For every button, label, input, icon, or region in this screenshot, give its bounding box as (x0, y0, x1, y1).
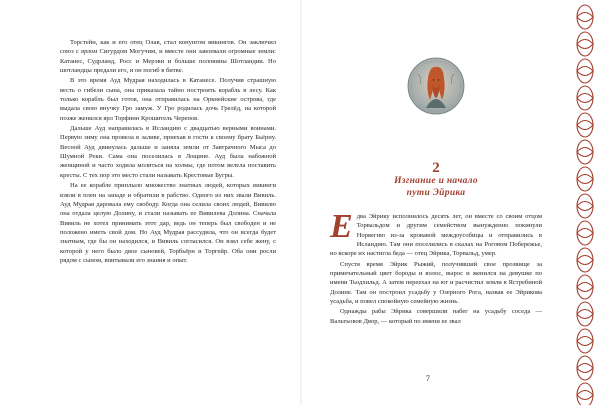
chain-knot (577, 13, 593, 22)
paragraph: Торстейн, как и его отец Олав, стал конунгом викингов. Он заключил союз с ярлом Сигурдом Могучим, и вместе они завоевали огромные земли: Катанес, Судрланд, Росс и Мерэви и больше половины Шотландии. Но шотландцы предали его, и он погиб в битве. (60, 39, 276, 75)
chain-link (577, 167, 593, 191)
chain-knot (577, 121, 593, 130)
chain-link (577, 302, 593, 326)
chain-link (577, 383, 593, 405)
chain-knot (577, 229, 593, 238)
chapter-number: 2 (432, 160, 440, 176)
chain-knot (577, 40, 593, 49)
chapter-title-line1: Изгнание и начало (394, 176, 478, 186)
chain-knot (577, 283, 593, 292)
paragraph: Дальше Ауд направилась в Исландию с двадцатью верными воинами. Первую зиму она провела в заливе, приехав в гости к своему брату Бьёрну. Весной Ауд двинулась дальше и заняла земли от Завтрачного Мыса до Шумной Реки. Сама она поселилась в Лощине. Ауд была набожной женщиной и часто ходила молиться на холмы, где потом велела поставить кресты. С тех пор это место стали называть Крестовые Бугры. (60, 125, 276, 179)
chain-knot (577, 337, 593, 346)
paragraph: Едва Эйрику исполнилось десять лет, он вместе со своим отцом Торвальдом и другим семейством вынужденно покинули Норвегию из-за кровавой междоусобицы и отправились в Исландию. Там они поселились в скалах на Роговом Побережье, но вскоре их настигла беда — отец Эйрика, Торвальд, умер. (330, 208, 542, 258)
chapter-illustration-medallion (406, 56, 466, 116)
chapter-title (352, 176, 520, 199)
chain-link (577, 248, 593, 272)
chain-knot (577, 67, 593, 76)
paragraph: Спустя время Эйрик Рыжий, получивший свое прозвище за примечательный цвет бороды и волос, вырос и женился на девушке по имени Тьодхильд. А затем переехал на юг и расчистил земли в Ястребиной Долине. Там он построил усадьбу у Озерного Рога, назвав ее Эйрикова усадьба, и повел спокойную семейную жизнь. (330, 260, 542, 306)
chain-knot (577, 94, 593, 103)
chain-link (577, 194, 593, 218)
chain-link (577, 140, 593, 164)
left-page (0, 0, 302, 405)
chain-knot (577, 256, 593, 265)
chain-knot (577, 202, 593, 211)
chain-knot (577, 391, 593, 400)
italic-term: ярлом (81, 48, 98, 56)
left-page-text (60, 38, 276, 266)
chain-link (577, 32, 593, 56)
chain-knot (577, 310, 593, 319)
chain-link (577, 113, 593, 137)
chain-knot (577, 364, 593, 373)
chain-link (577, 221, 593, 245)
paragraph: На ее корабле приплыло множество знатных людей, которых викинги взяли в плен на западе и обратили в рабство. Одного из них звали Вивиль. Ауд Мудрая даровала ему свободу. Когда она селила своих людей, Вивилю она отдала целую Долину, и стали называть ее Вивилева Долина. Сначала Вивиль не хотел принимать этот дар, ведь он теперь был свободен и не положено иметь свой дом. Но Ауд Мудрая рассудила, что он всегда будет знатным, где бы он находился, и Вивиль согласился. Он взял себе жену, с которой у него было двое сыновей, Торбьёрн и Торгейр. Оба они росли рядом с сыном, впитывали его знания и опыт. (60, 182, 276, 264)
chain-link (577, 329, 593, 353)
chain-link (577, 275, 593, 299)
chain-knot (577, 148, 593, 157)
right-page-text (330, 208, 542, 327)
paragraph: В это время Ауд Мудрая находилась в Катанесе. Получив страшную весть о гибели сына, она приказала тайно построить корабль в лесу. Как только корабль был готов, она отправилась на Оркнейские острова, где выдала свою внучку Гро замуж. У Гро родилась дочь Грелёд, на которой позже женился ярл Торфинн Крошитель Черепов. (60, 77, 276, 122)
chain-link (577, 356, 593, 380)
chain-knot (577, 175, 593, 184)
page-number: 7 (426, 374, 430, 383)
drop-cap-letter: Е (330, 208, 353, 245)
chain-link (577, 5, 593, 29)
chapter-title-line2: пути Эйрика (406, 187, 466, 198)
paragraph: Однажды рабы Эйрика совершили набег на усадьбу соседа — Вальтьовов Двор, — который по имени ее звал (330, 308, 542, 325)
chain-link (577, 59, 593, 83)
chain-link (577, 86, 593, 110)
interlaced-chain-border (570, 0, 600, 405)
